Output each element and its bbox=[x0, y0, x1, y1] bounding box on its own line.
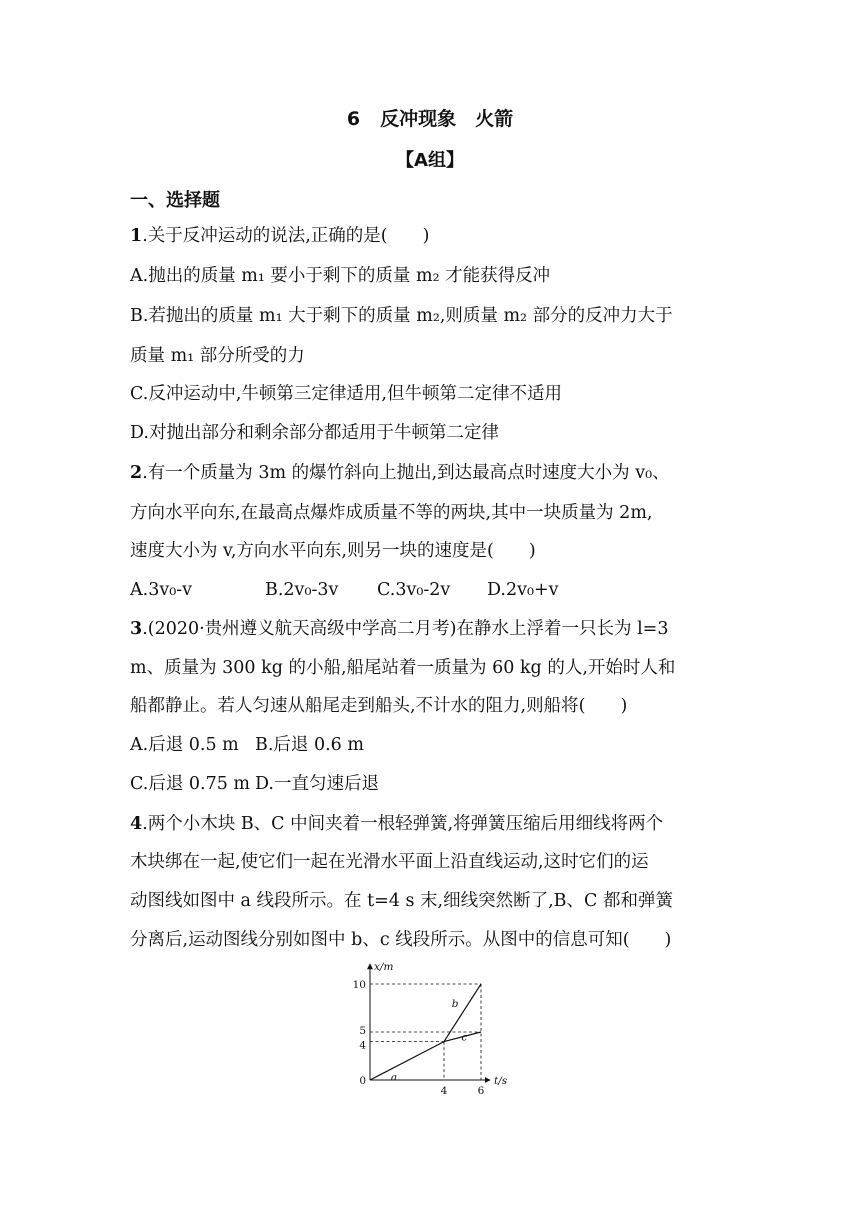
q2-line1: 2.有一个质量为 3m 的爆竹斜向上抛出,到达最高点时速度大小为 v₀、 bbox=[130, 463, 670, 483]
q4-line3: 动图线如图中 a 线段所示。在 t=4 s 末,细线突然断了,B、C 都和弹簧 bbox=[130, 891, 673, 911]
q2-option-a: A.3v₀-v bbox=[130, 580, 193, 600]
series-line-a bbox=[370, 1042, 444, 1080]
q3-number: 3 bbox=[130, 619, 143, 639]
q2-number: 2 bbox=[130, 463, 143, 483]
q2-options bbox=[130, 578, 559, 602]
q3-line2: m、质量为 300 kg 的小船,船尾站着一质量为 60 kg 的人,开始时人和 bbox=[130, 658, 676, 678]
q2-option-b: B.2v₀-3v bbox=[265, 580, 339, 600]
title-text: 反冲现象 火箭 bbox=[380, 108, 514, 130]
q4-line1: 4.两个小木块 B、C 中间夹着一根轻弹簧,将弹簧压缩后用细线将两个 bbox=[130, 814, 664, 834]
x-tick-label-6: 6 bbox=[477, 1085, 485, 1094]
x-axis-label: t/s bbox=[494, 1075, 508, 1087]
q3-option-b: B.后退 0.6 m bbox=[255, 735, 364, 755]
q3-options-row1 bbox=[130, 733, 364, 757]
q2-line2: 方向水平向东,在最高点爆炸成质量不等的两块,其中一块质量为 2m, bbox=[130, 503, 653, 523]
q1-option-c: C.反冲运动中,牛顿第三定律适用,但牛顿第二定律不适用 bbox=[130, 384, 562, 404]
q3-line1: 3.(2020·贵州遵义航天高级中学高二月考)在静水上浮着一只长为 l=3 bbox=[130, 619, 669, 639]
q3-option-c: C.后退 0.75 m bbox=[130, 774, 251, 794]
page-title bbox=[0, 104, 860, 131]
q1-stem: 1.关于反冲运动的说法,正确的是( ) bbox=[130, 226, 430, 246]
q2-option-c: C.3v₀-2v bbox=[377, 580, 451, 600]
q2-line3: 速度大小为 v,方向水平向东,则另一块的速度是( ) bbox=[130, 541, 536, 561]
q1-number: 1 bbox=[130, 226, 143, 246]
y-tick-label-5: 5 bbox=[359, 1025, 366, 1037]
x-tick-label-4: 4 bbox=[440, 1085, 448, 1094]
y-axis-label: x/m bbox=[374, 961, 394, 973]
q1-option-a: A.抛出的质量 m₁ 要小于剩下的质量 m₂ 才能获得反冲 bbox=[130, 266, 551, 286]
y-tick-label-10: 10 bbox=[352, 979, 366, 991]
q4-number: 4 bbox=[130, 814, 143, 834]
q2-option-d: D.2v₀+v bbox=[487, 580, 559, 600]
q4-line4: 分离后,运动图线分别如图中 b、c 线段所示。从图中的信息可知( ) bbox=[130, 930, 672, 950]
q1-option-d: D.对抛出部分和剩余部分都适用于牛顿第二定律 bbox=[130, 423, 499, 443]
q3-option-a: A.后退 0.5 m bbox=[130, 735, 239, 755]
line-label-c: c bbox=[461, 1031, 468, 1044]
position-time-graph bbox=[330, 958, 520, 1094]
q3-options-row2 bbox=[130, 772, 379, 796]
origin-label: 0 bbox=[359, 1075, 366, 1087]
q3-option-d: D.一直匀速后退 bbox=[255, 774, 379, 794]
q4-line2: 木块绑在一起,使它们一起在光滑水平面上沿直线运动,这时它们的运 bbox=[130, 852, 649, 872]
group-heading: 【A组】 bbox=[396, 150, 464, 171]
y-tick-label-4: 4 bbox=[359, 1039, 366, 1052]
line-label-b: b bbox=[451, 998, 459, 1011]
q3-line3: 船都静止。若人匀速从船尾走到船头,不计水的阻力,则船将( ) bbox=[130, 696, 628, 716]
title-number: 6 bbox=[346, 108, 361, 130]
section-heading: 一、选择题 bbox=[130, 190, 220, 211]
line-label-a: a bbox=[390, 1071, 398, 1084]
q1-option-b-line1: B.若抛出的质量 m₁ 大于剩下的质量 m₂,则质量 m₂ 部分的反冲力大于 bbox=[130, 306, 673, 326]
q1-option-b-line2: 质量 m₁ 部分所受的力 bbox=[130, 346, 305, 366]
